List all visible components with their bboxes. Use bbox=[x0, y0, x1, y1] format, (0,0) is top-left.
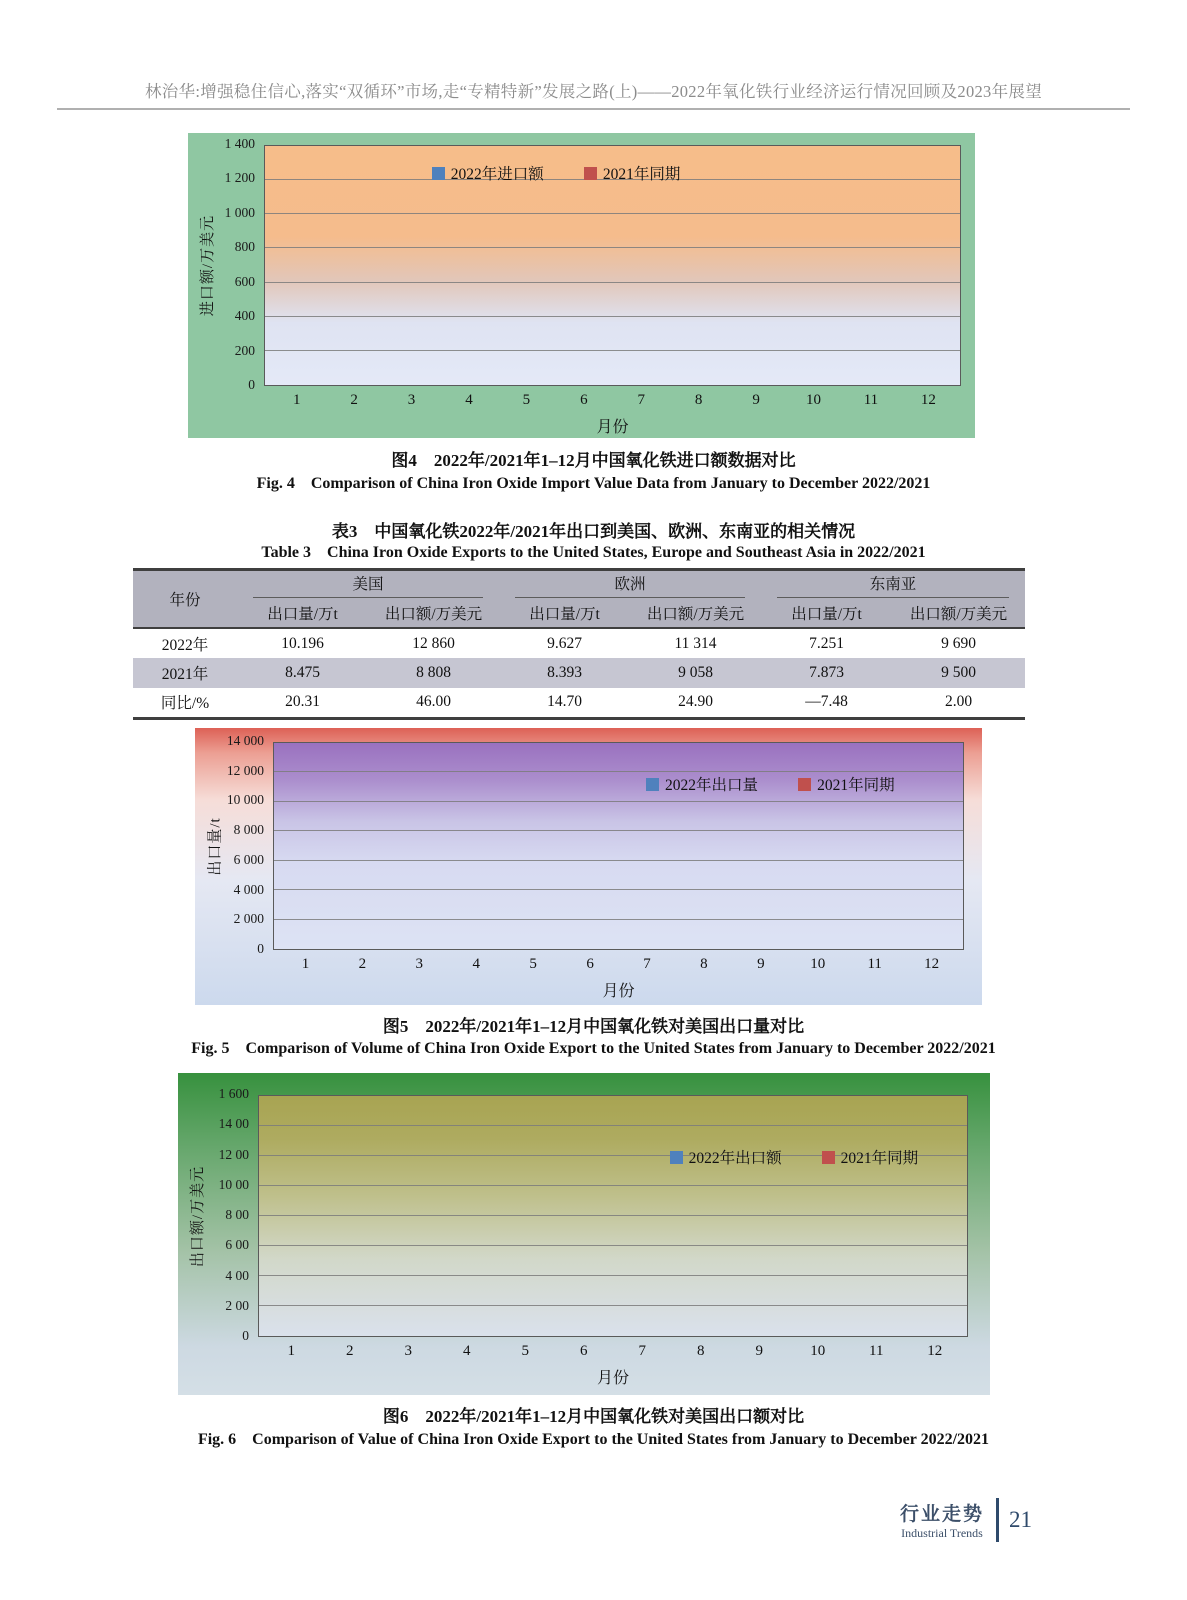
x-tick-label: 6 bbox=[580, 1343, 588, 1359]
subheader-value: 出口额/万美元 bbox=[368, 599, 499, 628]
x-tick-label: 12 bbox=[924, 956, 940, 972]
col-group-sea bbox=[761, 570, 1025, 600]
y-tick-label: 14 00 bbox=[218, 1116, 249, 1132]
y-tick-label: 10 000 bbox=[226, 792, 264, 808]
x-tick-label: 1 bbox=[287, 1343, 295, 1359]
legend-item bbox=[584, 162, 681, 184]
x-tick-label: 11 bbox=[869, 1343, 884, 1359]
y-tick-label: 12 00 bbox=[218, 1146, 249, 1162]
table-cell: 7.251 bbox=[809, 634, 844, 652]
table-cell: 7.873 bbox=[761, 658, 892, 688]
legend-label: 2022年进口额 bbox=[450, 166, 544, 183]
x-tick-label: 7 bbox=[637, 392, 645, 408]
col-group-usa bbox=[237, 570, 499, 600]
legend-item bbox=[670, 1146, 782, 1168]
y-tick-label: 800 bbox=[234, 239, 255, 255]
x-tick-label: 1 bbox=[301, 956, 310, 972]
x-tick-label: 12 bbox=[920, 392, 936, 408]
x-tick-label: 8 bbox=[700, 956, 708, 972]
y-tick-label: 6 00 bbox=[225, 1237, 249, 1253]
y-tick-label: 8 000 bbox=[233, 822, 264, 838]
y-tick-label: 12 000 bbox=[226, 762, 264, 778]
plot-area bbox=[273, 742, 964, 950]
col-group-europe-label: 欧洲 bbox=[515, 572, 745, 598]
y-axis-title-text: 出口量/t bbox=[207, 816, 224, 876]
legend-swatch bbox=[822, 1151, 835, 1164]
x-tick-label: 1 bbox=[292, 392, 301, 408]
subheader-value: 出口额/万美元 bbox=[630, 599, 761, 628]
page-number: 21 bbox=[1009, 1507, 1033, 1532]
x-tick-label: 4 bbox=[465, 392, 473, 408]
x-tick-label: 11 bbox=[867, 956, 882, 972]
legend bbox=[432, 162, 681, 184]
legend-swatch bbox=[432, 167, 445, 180]
y-axis-title bbox=[194, 145, 220, 386]
x-tick-label: 2 bbox=[350, 392, 358, 408]
figure5-caption-zh: 图5 2022年/2021年1–12月中国氧化铁对美国出口量对比 bbox=[382, 1017, 805, 1036]
legend-swatch bbox=[670, 1151, 683, 1164]
table-row bbox=[133, 658, 1025, 688]
row-label: 2022年 bbox=[161, 636, 209, 654]
y-tick-label: 4 00 bbox=[225, 1267, 249, 1283]
legend-label: 2022年出口量 bbox=[665, 777, 759, 794]
x-tick-label: 12 bbox=[927, 1343, 943, 1359]
x-tick-label: 9 bbox=[752, 392, 760, 408]
plot-area bbox=[264, 145, 961, 386]
x-tick-label: 2 bbox=[346, 1343, 354, 1359]
subheader-volume: 出口量/万t bbox=[761, 599, 892, 628]
legend-swatch bbox=[798, 778, 811, 791]
y-tick-label: 8 00 bbox=[225, 1207, 249, 1222]
y-tick-label: 400 bbox=[234, 308, 255, 324]
x-tick-label: 9 bbox=[755, 1343, 763, 1359]
footer-section-en: Industrial Trends bbox=[901, 1526, 983, 1540]
y-tick-label: 14 000 bbox=[226, 733, 264, 748]
subheader-volume: 出口量/万t bbox=[237, 599, 368, 628]
x-tick-labels bbox=[273, 956, 964, 973]
x-tick-label: 3 bbox=[407, 392, 416, 408]
running-header: 林治华:增强稳住信心,落实“双循环”市场,走“专精特新”发展之路(上)——2022年氧化铁行业经济运行情况回顾及2023年展望 bbox=[144, 82, 1043, 101]
x-tick-label: 3 bbox=[404, 1343, 412, 1359]
y-tick-label: 600 bbox=[234, 273, 255, 289]
x-tick-label: 5 bbox=[529, 956, 537, 972]
x-tick-label: 4 bbox=[472, 956, 480, 972]
legend bbox=[670, 1146, 919, 1168]
table-row bbox=[133, 628, 1025, 658]
footer-section bbox=[900, 1499, 984, 1541]
table-row bbox=[133, 688, 1025, 718]
footer-divider bbox=[996, 1498, 999, 1542]
y-axis-title bbox=[184, 1095, 210, 1337]
y-tick-label: 0 bbox=[257, 941, 264, 956]
x-tick-labels bbox=[258, 1343, 968, 1360]
y-axis-title-text: 出口额/万美元 bbox=[190, 1165, 207, 1267]
figure6-caption-en: Fig. 6 Comparison of Value of China Iron Oxide Export to the United States from January to December 2022/2021 bbox=[197, 1431, 990, 1448]
figure5-caption-en: Fig. 5 Comparison of Volume of China Iron Oxide Export to the United States from January to December 2022/2021 bbox=[191, 1040, 996, 1057]
table-cell: 9 690 bbox=[941, 634, 976, 652]
page-footer bbox=[900, 1498, 1032, 1542]
table-cell: 8 808 bbox=[368, 658, 499, 688]
x-axis-title: 月份 bbox=[596, 419, 629, 436]
table-cell: 24.90 bbox=[678, 693, 713, 711]
col-header-year: 年份 bbox=[133, 570, 237, 629]
x-tick-labels bbox=[264, 392, 961, 409]
table-cell: 2.00 bbox=[944, 693, 973, 711]
subheader-value: 出口额/万美元 bbox=[892, 599, 1025, 628]
legend-label: 2022年出口额 bbox=[688, 1150, 782, 1167]
y-tick-label: 2 00 bbox=[225, 1297, 249, 1313]
x-axis-title: 月份 bbox=[596, 1370, 629, 1387]
x-tick-label: 4 bbox=[463, 1343, 471, 1359]
table-cell: 8.393 bbox=[499, 658, 630, 688]
x-tick-label: 6 bbox=[580, 392, 588, 408]
y-tick-label: 2 000 bbox=[233, 911, 264, 927]
y-axis-title-text: 进口额/万美元 bbox=[200, 214, 217, 317]
table-cell: 14.70 bbox=[547, 693, 582, 711]
table-cell: 8.475 bbox=[237, 658, 368, 688]
table-cell: 9 058 bbox=[630, 658, 761, 688]
legend-item bbox=[432, 162, 544, 184]
table-body bbox=[133, 628, 1025, 718]
legend-label: 2021年同期 bbox=[602, 166, 681, 183]
x-tick-label: 10 bbox=[806, 392, 821, 408]
y-tick-label: 0 bbox=[248, 377, 255, 392]
figure4-caption-en: Fig. 4 Comparison of China Iron Oxide Import Value Data from January to December 2022/2021 bbox=[256, 475, 931, 492]
y-tick-label: 4 000 bbox=[233, 881, 264, 897]
exports-table bbox=[133, 568, 1025, 720]
y-tick-label: 1 200 bbox=[224, 170, 255, 186]
legend-item bbox=[798, 773, 895, 795]
figure4-chart bbox=[188, 133, 975, 438]
legend-item bbox=[646, 773, 758, 795]
x-tick-label: 5 bbox=[522, 392, 531, 408]
legend-swatch bbox=[646, 778, 659, 791]
legend bbox=[646, 773, 895, 795]
x-tick-label: 2 bbox=[358, 956, 367, 972]
x-tick-label: 10 bbox=[810, 1343, 826, 1359]
row-label: 同比/% bbox=[160, 695, 210, 713]
table-cell: 10.196 bbox=[281, 634, 324, 652]
x-tick-label: 9 bbox=[757, 956, 765, 972]
col-group-europe bbox=[499, 570, 761, 600]
table-cell: 46.00 bbox=[416, 693, 451, 711]
row-label: 2021年 bbox=[133, 658, 237, 688]
footer-section-cn: 行业走势 bbox=[900, 1504, 985, 1525]
x-tick-label: 8 bbox=[694, 392, 703, 408]
x-tick-label: 5 bbox=[521, 1343, 529, 1359]
x-tick-label: 7 bbox=[638, 1343, 646, 1359]
figure6-caption-zh: 图6 2022年/2021年1–12月中国氧化铁对美国出口额对比 bbox=[382, 1407, 805, 1426]
table-cell: 12 860 bbox=[412, 634, 455, 652]
y-tick-label: 10 00 bbox=[218, 1176, 249, 1192]
y-tick-label: 1 400 bbox=[224, 136, 255, 151]
x-tick-label: 6 bbox=[586, 956, 594, 972]
x-tick-label: 3 bbox=[415, 956, 424, 972]
legend-swatch bbox=[584, 167, 597, 180]
table3-title-zh: 表3 中国氧化铁2022年/2021年出口到美国、欧洲、东南亚的相关情况 bbox=[331, 522, 856, 541]
table3-title-en: Table 3 China Iron Oxide Exports to the United States, Europe and Southeast Asia in 2022/2021 bbox=[261, 544, 926, 561]
x-tick-label: 10 bbox=[810, 956, 826, 972]
col-group-usa-label: 美国 bbox=[253, 572, 483, 598]
y-tick-label: 1 600 bbox=[218, 1086, 249, 1101]
x-tick-label: 11 bbox=[863, 392, 879, 408]
legend-label: 2021年同期 bbox=[840, 1150, 919, 1167]
table3 bbox=[133, 568, 1025, 720]
y-tick-label: 200 bbox=[234, 342, 255, 358]
table-cell: 9 500 bbox=[892, 658, 1025, 688]
y-axis-title bbox=[201, 742, 227, 950]
subheader-volume: 出口量/万t bbox=[499, 599, 630, 628]
header-rule bbox=[57, 108, 1130, 110]
table-cell: 11 314 bbox=[674, 634, 717, 652]
figure6-chart bbox=[178, 1073, 990, 1395]
legend-label: 2021年同期 bbox=[817, 777, 895, 794]
figure5-chart bbox=[195, 728, 982, 1005]
col-group-sea-label: 东南亚 bbox=[777, 572, 1009, 598]
table-cell: 9.627 bbox=[547, 634, 582, 652]
y-tick-label: 1 000 bbox=[224, 204, 255, 220]
plot-area bbox=[258, 1095, 968, 1337]
x-tick-label: 7 bbox=[643, 956, 651, 972]
figure4-caption-zh: 图4 2022年/2021年1–12月中国氧化铁进口额数据对比 bbox=[391, 451, 796, 470]
y-tick-label: 0 bbox=[242, 1328, 249, 1343]
legend-item bbox=[822, 1146, 919, 1168]
table-cell: 20.31 bbox=[285, 693, 320, 711]
x-axis-title: 月份 bbox=[602, 983, 635, 1000]
bars-row bbox=[259, 1096, 967, 1336]
y-tick-label: 6 000 bbox=[233, 851, 264, 867]
table-cell: —7.48 bbox=[805, 693, 848, 711]
x-tick-label: 8 bbox=[697, 1343, 705, 1359]
